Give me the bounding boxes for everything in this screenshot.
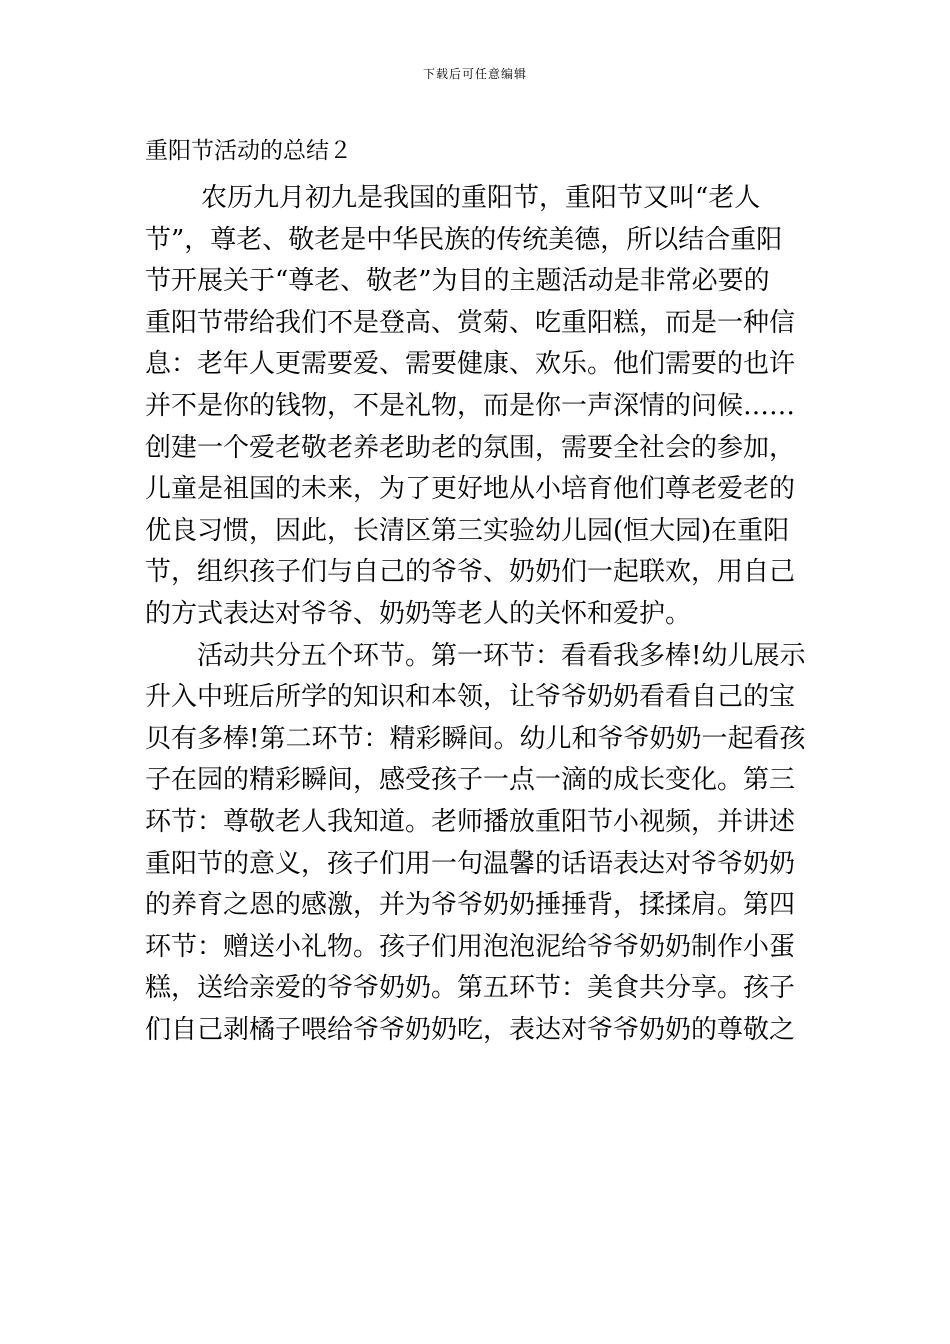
document-title: 重阳节活动的总结２ bbox=[145, 138, 352, 164]
paragraph-line: 环节：赠送小礼物。孩子们用泡泡泥给爷爷奶奶制作小蛋 bbox=[145, 931, 796, 962]
paragraph-1 bbox=[145, 178, 815, 636]
paragraph-line: 环节：尊敬老人我知道。老师播放重阳节小视频，并讲述 bbox=[145, 806, 796, 837]
paragraph-2 bbox=[145, 636, 815, 1052]
paragraph-line: 节”，尊老、敬老是中华民族的传统美德，所以结合重阳 bbox=[145, 224, 783, 255]
paragraph-line: 重阳节带给我们不是登高、赏菊、吃重阳糕，而是一种信 bbox=[145, 307, 796, 338]
paragraph-line: 并不是你的钱物，不是礼物，而是你一声深情的问候…… bbox=[145, 390, 796, 421]
document-body bbox=[145, 178, 815, 1051]
paragraph-line: 重阳节的意义，孩子们用一句温馨的话语表达对爷爷奶奶 bbox=[145, 848, 796, 879]
paragraph-line: 创建一个爱老敬老养老助老的氛围，需要全社会的参加， bbox=[145, 432, 796, 463]
page-header: 下载后可任意编辑 bbox=[422, 67, 527, 81]
paragraph-line: 的方式表达对爷爷、奶奶等老人的关怀和爱护。 bbox=[145, 598, 692, 629]
paragraph-line: 农历九月初九是我国的重阳节，重阳节又叫“老人 bbox=[201, 183, 761, 213]
paragraph-line: 糕，送给亲爱的爷爷奶奶。第五环节：美食共分享。孩子 bbox=[145, 973, 796, 1004]
paragraph-line: 息：老年人更需要爱、需要健康、欢乐。他们需要的也许 bbox=[145, 349, 796, 380]
paragraph-line: 们自己剥橘子喂给爷爷奶奶吃，表达对爷爷奶奶的尊敬之 bbox=[145, 1014, 796, 1045]
paragraph-line: 儿童是祖国的未来，为了更好地从小培育他们尊老爱老的 bbox=[145, 474, 796, 505]
paragraph-line: 子在园的精彩瞬间，感受孩子一点一滴的成长变化。第三 bbox=[145, 765, 796, 796]
paragraph-line: 节开展关于“尊老、敬老”为目的主题活动是非常必要的 bbox=[145, 266, 770, 297]
paragraph-line: 升入中班后所学的知识和本领，让爷爷奶奶看看自己的宝 bbox=[145, 682, 796, 713]
paragraph-line: 优良习惯，因此，长清区第三实验幼儿园(恒大园)在重阳 bbox=[145, 515, 790, 546]
paragraph-line: 的养育之恩的感激，并为爷爷奶奶捶捶背，揉揉肩。第四 bbox=[145, 890, 796, 921]
paragraph-line: 贝有多棒!第二环节：精彩瞬间。幼儿和爷爷奶奶一起看孩 bbox=[145, 723, 806, 754]
paragraph-line: 节，组织孩子们与自己的爷爷、奶奶们一起联欢，用自己 bbox=[145, 557, 796, 588]
paragraph-line: 活动共分五个环节。第一环节：看看我多棒!幼儿展示 bbox=[197, 640, 806, 671]
